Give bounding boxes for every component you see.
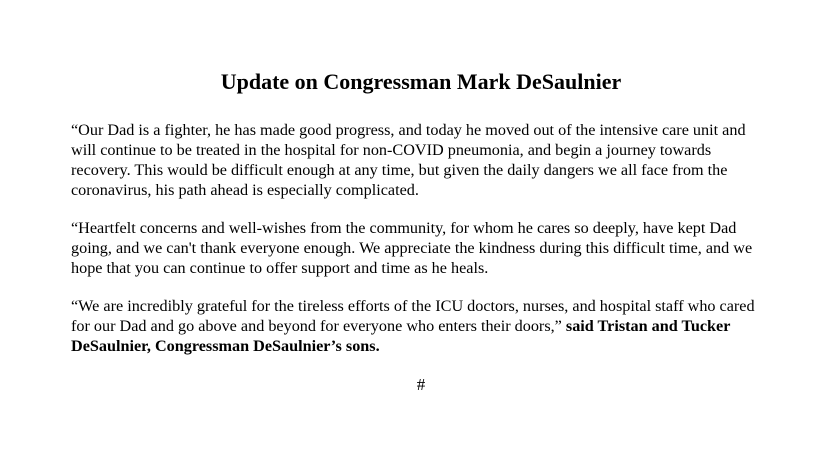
paragraph-1: “Our Dad is a fighter, he has made good progress, and today he moved out of the intensive care unit and will continue to be treated in the hospital for non-COVID pneumonia, and begin a journey towards recovery. This would be difficult enough at any time, but given the daily dangers we all face from the coronavirus, his path ahead is especially complicated. [71, 121, 746, 199]
attribution-text: said Tristan and Tucker DeSaulnier, Congressman DeSaulnier’s sons. [71, 317, 731, 355]
paragraph-2: “Heartfelt concerns and well-wishes from the community, for whom he cares so deeply, have kept Dad going, and we can't thank everyone enough. We appreciate the kindness during this difficult time, and we hope that you can continue to offer support and time as he heals. [71, 219, 753, 277]
end-mark: # [416, 375, 426, 394]
paragraph-3 [71, 296, 771, 356]
quote-text: “We are incredibly grateful for the tireless efforts of the ICU doctors, nurses, and hospital staff who cared for our Dad and go above and beyond for everyone who enters their doors,” [71, 297, 755, 335]
page-title: Update on Congressman Mark DeSaulnier [220, 69, 622, 94]
press-release [71, 66, 771, 396]
